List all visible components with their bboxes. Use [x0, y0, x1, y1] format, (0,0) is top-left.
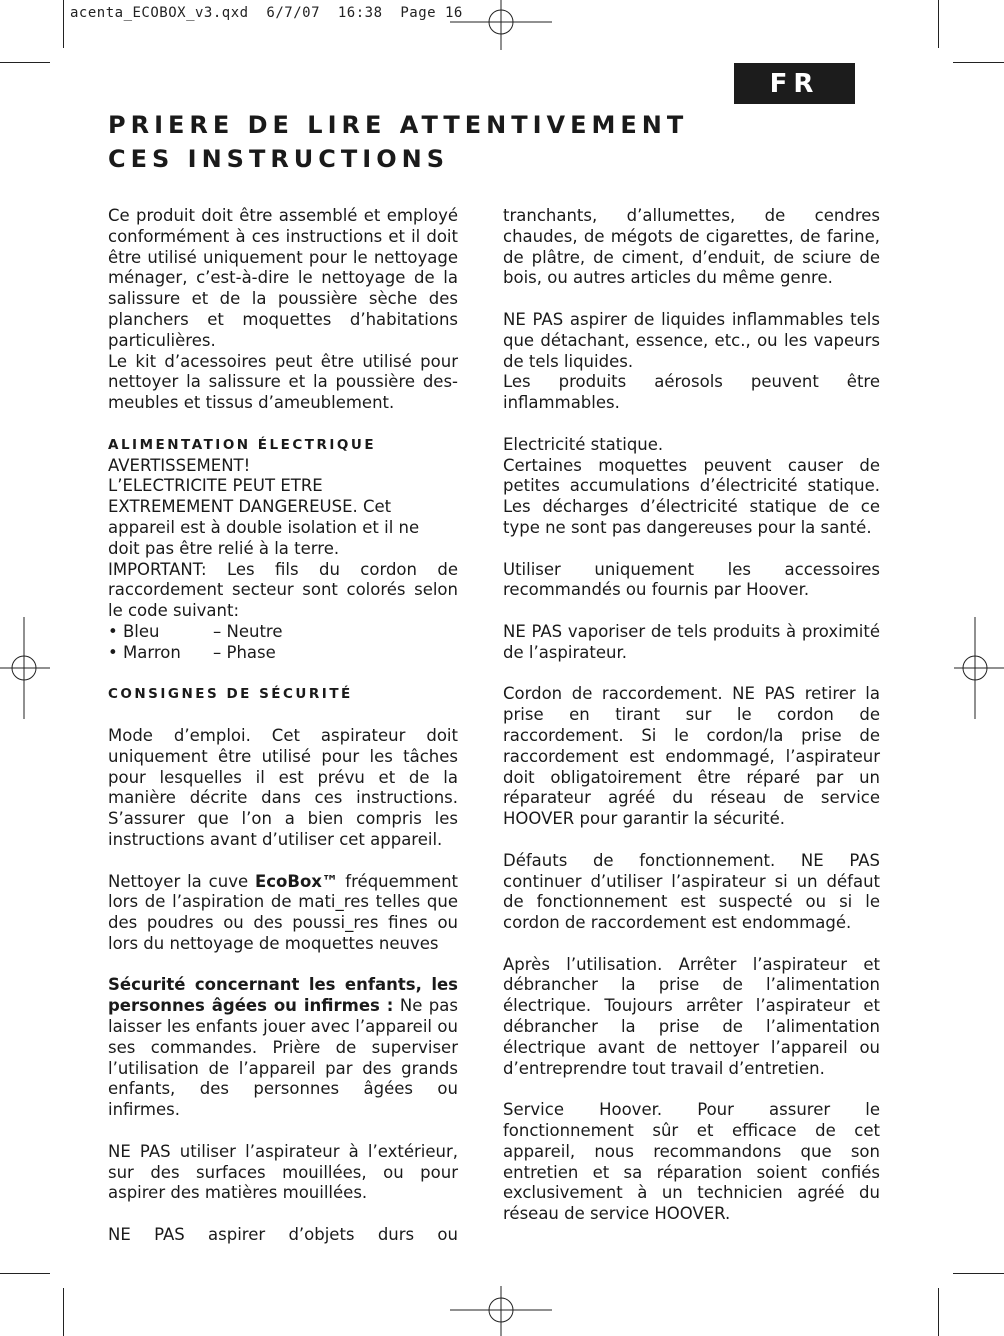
left-column	[108, 206, 458, 1246]
wire-color-label: • Marron	[108, 642, 181, 662]
accessories-kit-paragraph: Le kit d’acessoires peut être utilisé pour nettoyer la salissure et la poussière des-meubles et tissus d’ameublement.	[108, 351, 458, 413]
clean-text: fréquemment lors de l’aspiration de mati_res telles que des poudres ou des poussi_res fines ou lors du nettoyage de moquettes neuves	[108, 871, 458, 953]
page-title-line: PRIERE DE LIRE ATTENTIVEMENT	[108, 111, 689, 139]
crop-mark	[938, 0, 939, 48]
faults-paragraph: Défauts de fonctionnement. NE PAS continuer d’utiliser l’aspirateur si un défaut de fonctionnement est suspecté ou si le cordon de raccordement est endommagé.	[503, 850, 880, 933]
outdoor-paragraph: NE PAS utiliser l’aspirateur à l’extérieur, sur des surfaces mouillées, ou pour aspirer des matières mouillées.	[108, 1141, 458, 1203]
crop-mark	[63, 0, 64, 48]
children-safety-lead: Sécurité concernant les enfants, les personnes âgées ou infirmes :	[108, 975, 458, 1016]
right-column	[503, 206, 880, 1225]
warning-text: AVERTISSEMENT!	[108, 455, 251, 475]
service-paragraph: Service Hoover. Pour assurer le fonctionnement sûr et efficace de cet appareil, nous recommandons que son entretien et sa réparation soient confiés exclusivement à un technicien agréé du réseau de service HOOVER.	[503, 1100, 880, 1224]
language-badge: FR	[734, 63, 855, 104]
page-title-line: CES INSTRUCTIONS	[108, 145, 449, 173]
intro-paragraph: Ce produit doit être assemblé et employé conformément à ces instructions et il doit être utilisé uniquement pour le nettoyage ménager, c’est-à-dire le nettoyage de la salissure et de la poussière sèche des planchers et moquettes d’habitations particulières.	[108, 206, 458, 350]
children-safety-paragraph	[108, 975, 458, 1121]
brand-name: EcoBox™	[254, 871, 339, 891]
after-use-paragraph: Après l’utilisation. Arrêter l’aspirateur et débrancher la prise de l’alimentation électrique. Toujours arrêter l’aspirateur et débrancher la prise de l’alimentation électrique avant de nettoyer l’appareil ou d’entreprendre tout travail d’entretien.	[503, 954, 880, 1078]
crop-mark	[0, 62, 50, 63]
section-heading-safety: CONSIGNES DE SÉCURITÉ	[108, 686, 353, 703]
hard-objects-paragraph: NE PAS aspirer d’objets durs ou	[108, 1225, 458, 1245]
wire-color-item	[108, 643, 458, 664]
accessories-paragraph: Utiliser uniquement les accessoires recommandés ou fournis par Hoover.	[503, 559, 880, 600]
danger-line: EXTREMEMENT DANGEREUSE. Cet	[108, 497, 392, 517]
spray-paragraph: NE PAS vaporiser de tels produits à proximité de l’aspirateur.	[503, 621, 880, 662]
crop-mark	[63, 1288, 64, 1336]
usage-paragraph: Mode d’emploi. Cet aspirateur doit uniquement être utilisé pour les tâches pour lesquelles il est prévu et de la manière décrite dans ces instructions. S’assurer que l’on a bien compris les instructions avant d’utiliser cet appareil.	[108, 725, 458, 849]
danger-line: L’ELECTRICITE PEUT ETRE	[108, 476, 323, 496]
aerosols-paragraph: Les produits aérosols peuvent être inflammables.	[503, 372, 880, 413]
cord-paragraph: Cordon de raccordement. NE PAS retirer la prise en tirant sur le cordon de raccordement. Si le cordon/la prise de raccordement est endommagé, l’aspirateur doit obligatoirement être réparé par un réparateur agréé du réseau de service HOOVER pour garantir la sécurité.	[503, 684, 880, 829]
section-heading-power: ALIMENTATION ÉLECTRIQUE	[108, 436, 377, 453]
crop-mark	[0, 1273, 50, 1274]
crop-mark	[953, 1273, 1004, 1274]
registration-mark-icon	[0, 617, 50, 719]
flammable-liquids-paragraph: NE PAS aspirer de liquides inflammables tels que détachant, essence, etc., ou les vapeurs de tels liquides.	[503, 309, 880, 371]
page-title	[108, 108, 688, 176]
hard-objects-continued: tranchants, d’allumettes, de cendres chaudes, de mégots de cigarettes, de farine, de plâtre, de ciment, d’enduit, de sciure de bois, ou autres articles du même genre.	[503, 206, 880, 288]
crop-mark	[938, 1288, 939, 1336]
clean-tank-paragraph	[108, 872, 458, 955]
wire-color-item	[108, 622, 458, 643]
danger-line: appareil est à double isolation et il ne	[108, 517, 420, 537]
wire-color-value: – Neutre	[213, 621, 283, 641]
registration-mark-icon	[450, 0, 552, 50]
wire-color-label: • Bleu	[108, 621, 160, 641]
danger-line: doit pas être relié à la terre.	[108, 538, 340, 558]
wire-color-value: – Phase	[213, 642, 276, 662]
registration-mark-icon	[450, 1286, 552, 1336]
static-paragraph: Certaines moquettes peuvent causer de petites accumulations d’électricité statique. Les décharges d’électricité statique de ce type ne sont pas dangereuses pour la santé.	[503, 455, 880, 537]
clean-text: Nettoyer la cuve	[108, 871, 255, 891]
children-safety-text: Ne pas laisser les enfants jouer avec l’appareil ou ses commandes. Prière de superviser l’utilisation de l’appareil par des grands enfants, des personnes âgées ou infirmes.	[108, 996, 458, 1120]
print-slug: acenta_ECOBOX_v3.qxd 6/7/07 16:38 Page 16	[70, 5, 463, 21]
crop-mark	[953, 62, 1004, 63]
registration-mark-icon	[954, 617, 1004, 719]
static-title: Electricité statique.	[503, 434, 664, 454]
important-paragraph: IMPORTANT: Les fils du cordon de raccordement secteur sont colorés selon le code suivant:	[108, 559, 458, 621]
